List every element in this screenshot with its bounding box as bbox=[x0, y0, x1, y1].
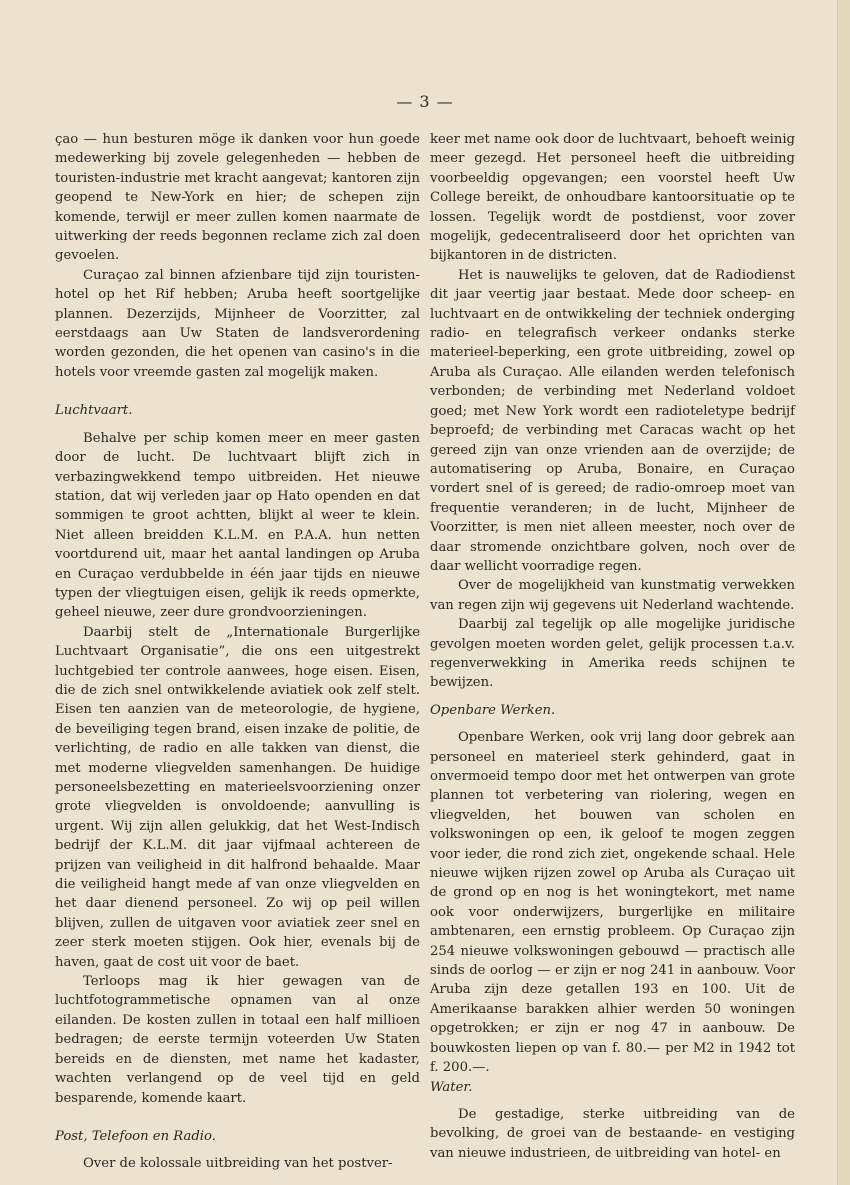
paragraph: Curaçao zal binnen afzienbare tijd zijn touristen-hotel op het Rif hebben; Aruba heeft soortgelijke plannen. Dezerzijds, Mijnheer de Voorzitter, zal eerstdaags aan Uw Staten de landsverordening worden gezonden, die het openen van casino's in die hotels voor vreemde gasten zal mogelijk maken. bbox=[55, 267, 420, 380]
paragraph: Over de kolossale uitbreiding van het postver- bbox=[83, 1156, 393, 1172]
right-column bbox=[430, 130, 795, 1163]
left-column bbox=[55, 130, 420, 1174]
paragraph: Daarbij stelt de „Internationale Burgerlijke Luchtvaart Organisatie”, die ons een uitgestrekt luchtgebied ter controle aanwees, hoge eisen. Eisen, die de zich snel ontwikkelende aviatiek ook zelf stelt. Eisen ten aanzien van de meteorologie, de hygiene, de beveiliging tegen brand, eisen inzake de politie, de verlichting, de radio en alle takken van dienst, die met moderne vliegvelden samenhangen. De huidige personeelsbezetting en materieelsvoorziening onzer grote vliegvelden is onvoldoende; aanvulling is urgent. Wij zijn allen gelukkig, dat het West-Indisch bedrijf der K.L.M. dit jaar vijfmaal achtereen de prijzen van veiligheid in dit halfrond behaalde. Maar die veiligheid hangt mede af van onze vliegvelden en het daar dienend personeel. Zo wij op peil willen blijven, zullen de uitgaven voor aviatiek zeer snel en zeer sterk moeten stijgen. Ook hier, evenals bij de haven, gaat de cost uit voor de baet. bbox=[55, 624, 420, 970]
section-heading-water: Water. bbox=[430, 1079, 473, 1095]
paragraph: De gestadige, sterke uitbreiding van de bevolking, de groei van de bestaande- en vestiging van nieuwe industrieen, de uitbreiding van hotel- en bbox=[430, 1106, 795, 1161]
paragraph: Daarbij zal tegelijk op alle mogelijke juridische gevolgen moeten worden gelet, gelijk processen t.a.v. regenverwekking in Amerika reeds schijnen te bewijzen. bbox=[430, 617, 795, 691]
page-number: — 3 — bbox=[396, 92, 454, 111]
paragraph: Het is nauwelijks te geloven, dat de Radiodienst dit jaar veertig jaar bestaat. Mede door scheep- en luchtvaart en de ontwikkeling der techniek onderging radio- en telegrafisch verkeer ondanks sterke materieel-beperking, een grote uitbreiding, zowel op Aruba als Curaçao. Alle eilanden werden telefonisch verbonden; de verbinding met Nederland voldoet goed; met New York wordt een radioteletype bedrijf beproefd; de verbinding met Caracas wacht op het gereed zijn van onze vrienden aan de overzijde; de automatisering op Aruba, Bonaire, en Curaçao vordert snel of is gereed; de radio-omroep moet van frequentie veranderen; in de lucht, Mijnheer de Voorzitter, is men niet alleen meester, noch over de daar stromende onzichtbare golven, noch over de daar wellicht voorradige regen. bbox=[430, 267, 795, 574]
paragraph: çao — hun besturen möge ik danken voor hun goede medewerking bij zovele gelegenheden — hebben de touristen-industrie met kracht aangevat; kantoren zijn geopend te New-York en hier; de schepen zijn komende, terwijl er meer zullen komen naarmate de uitwerking der reeds begonnen reclame zich zal doen gevoelen. bbox=[55, 132, 420, 264]
section-heading-luchtvaart: Luchtvaart. bbox=[55, 403, 133, 419]
paragraph: Behalve per schip komen meer en meer gasten door de lucht. De luchtvaart blijft zich in verbazingwekkend tempo uitbreiden. Het nieuwe station, dat wij verleden jaar op Hato openden en dat sommigen te groot achtten, blijkt al weer te klein. Niet alleen breidden K.L.M. en P.A.A. hun netten voortdurend uit, maar het aantal landingen op Aruba en Curaçao verdubbelde in één jaar tijds en nieuwe typen der vliegtuigen eisen, gelijk ik reeds opmerkte, geheel nieuwe, zeer dure grondvoorzieningen. bbox=[55, 430, 420, 621]
section-heading-openbare-werken: Openbare Werken. bbox=[430, 702, 556, 718]
paragraph: keer met name ook door de luchtvaart, behoeft weinig meer gezegd. Het personeel heeft die uitbreiding voorbeeldig opgevangen; een voorstel heeft Uw College bereikt, de onhoudbare kantoorsituatie op te lossen. Tegelijk wordt de postdienst, voor zover mogelijk, gedecentraliseerd door het oprichten van bijkantoren in de districten. bbox=[430, 132, 795, 264]
page-edge bbox=[837, 0, 850, 1185]
paragraph: Over de mogelijkheid van kunstmatig verwekken van regen zijn wij gegevens uit Nederland wachtende. bbox=[430, 578, 795, 613]
paragraph: Openbare Werken, ook vrij lang door gebrek aan personeel en materieel sterk gehinderd, gaat in onvermoeid tempo door met het ontwerpen van grote plannen tot verbetering van riolering, wegen en vliegvelden, het bouwen van scholen en volkswoningen op een, ik geloof te mogen zeggen voor ieder, die rond zich ziet, ongekende schaal. Hele nieuwe wijken rijzen zowel op Aruba als Curaçao uit de grond op en nog is het woningtekort, met name ook voor onderwijzers, burgerlijke en militaire ambtenaren, een ernstig probleem. Op Curaçao zijn 254 nieuwe volkswoningen gebouwd — practisch alle sinds de oorlog — er zijn er nog 241 in aanbouw. Voor Aruba zijn deze getallen 193 en 100. Uit de Amerikaanse barakken alhier werden 50 woningen opgetrokken; er zijn er nog 47 in aanbouw. De bouwkosten liepen op van f. 80.— per M2 in 1942 tot f. 200.—. bbox=[430, 730, 795, 1076]
section-heading-post: Post, Telefoon en Radio. bbox=[55, 1128, 216, 1144]
paragraph: Terloops mag ik hier gewagen van de luchtfotogrammetische opnamen van al onze eilanden. De kosten zullen in totaal een half millioen bedragen; de eerste termijn voteerden Uw Staten bereids en de diensten, met name het kadaster, wachten verlangend op de veel tijd en geld besparende, komende kaart. bbox=[55, 974, 420, 1106]
